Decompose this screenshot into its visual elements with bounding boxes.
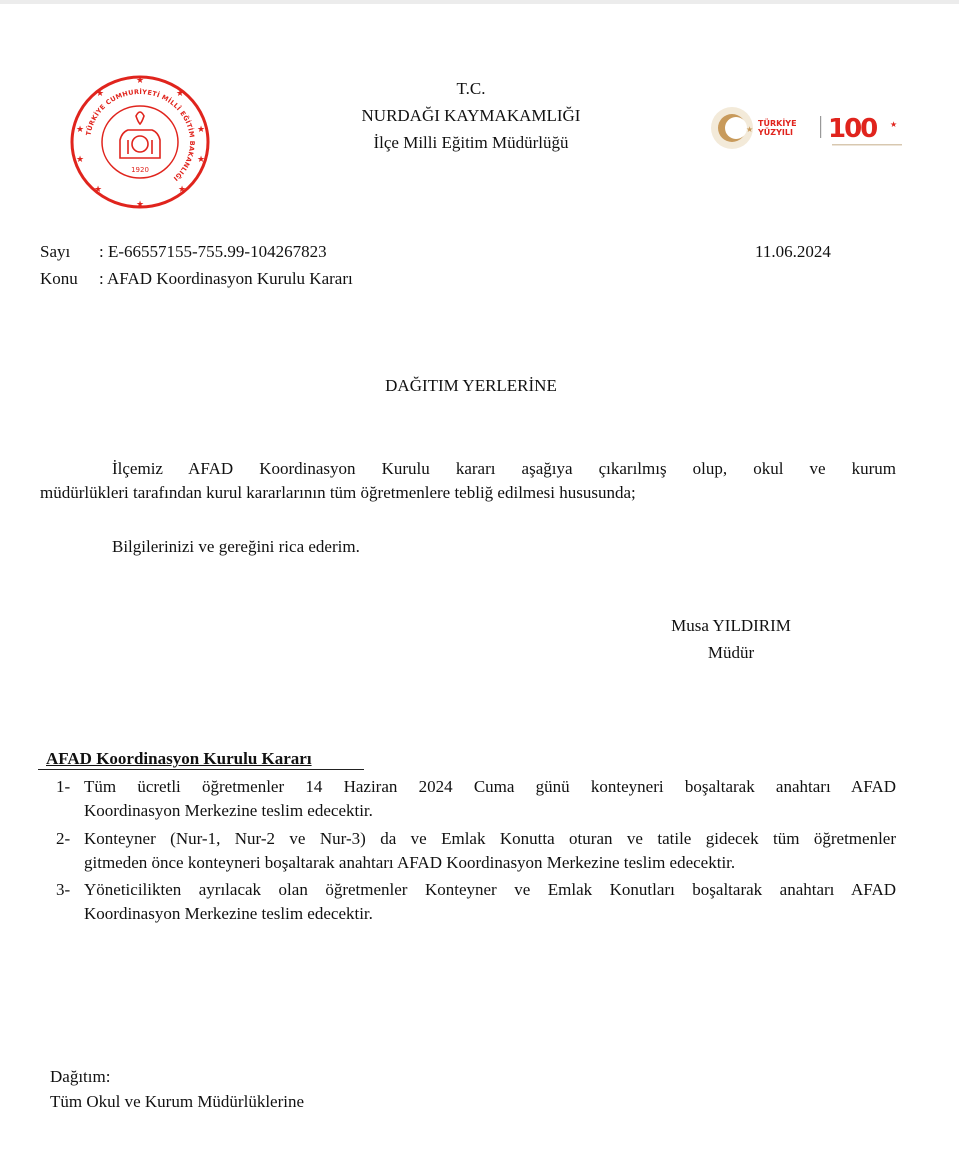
svg-text:100: 100: [828, 114, 877, 144]
svg-text:★: ★: [75, 125, 85, 135]
svg-text:★: ★: [93, 185, 103, 195]
list-item-number: 1-: [56, 777, 71, 796]
sayi-label: Sayı: [40, 242, 71, 261]
list-item-line: Yöneticilikten ayrılacak olan öğretmenler Konteyner ve Emlak Konutları boşaltarak anahtarı AFAD: [84, 880, 896, 899]
heading-rule: [38, 769, 364, 770]
body-paragraph-line2: müdürlükleri tarafından kurul kararlarının tüm öğretmenlere tebliğ edilmesi hususunda;: [40, 483, 636, 502]
svg-text:★: ★: [196, 155, 206, 165]
svg-text:★: ★: [135, 76, 145, 86]
list-item-line: gitmeden önce konteyneri boşaltarak anahtarı AFAD Koordinasyon Merkezine teslim edecektir.: [84, 853, 736, 872]
svg-text:★: ★: [890, 120, 898, 129]
svg-text:★: ★: [746, 125, 754, 134]
header-tc: T.C.: [456, 79, 486, 98]
decision-heading: AFAD Koordinasyon Kurulu Kararı: [46, 749, 312, 768]
turkiye-yuzyili-100-logo: [710, 102, 910, 154]
list-item-line: Tüm ücretli öğretmenler 14 Haziran 2024 Cuma günü konteyneri boşaltarak anahtarı AFAD: [84, 777, 896, 796]
svg-text:★: ★: [95, 89, 105, 99]
sayi-value: : E-66557155-755.99-104267823: [99, 242, 327, 261]
svg-text:★: ★: [75, 155, 85, 165]
list-item-number: 2-: [56, 829, 71, 848]
addressee: DAĞITIM YERLERİNE: [385, 376, 557, 395]
list-item-line: Koordinasyon Merkezine teslim edecektir.: [84, 801, 373, 820]
document-date: 11.06.2024: [755, 242, 831, 261]
svg-text:★: ★: [177, 185, 187, 195]
svg-text:YÜZYILI: YÜZYILI: [758, 128, 793, 137]
header-directorate: İlçe Milli Eğitim Müdürlüğü: [373, 133, 569, 152]
distribution-label: Dağıtım:: [50, 1067, 111, 1086]
svg-text:★: ★: [135, 200, 145, 210]
list-item-number: 3-: [56, 880, 71, 899]
header-institution: NURDAĞI KAYMAKAMLIĞI: [361, 106, 581, 125]
distribution-recipients: Tüm Okul ve Kurum Müdürlüklerine: [50, 1092, 305, 1111]
page-top-edge: [0, 0, 959, 4]
konu-value: : AFAD Koordinasyon Kurulu Kararı: [99, 269, 353, 288]
list-item-line: Koordinasyon Merkezine teslim edecektir.: [84, 904, 373, 923]
closing-sentence: Bilgilerinizi ve gereğini rica ederim.: [112, 537, 360, 556]
svg-text:1920: 1920: [131, 166, 149, 174]
konu-label: Konu: [40, 269, 78, 288]
svg-text:TÜRKİYE: TÜRKİYE: [758, 119, 797, 128]
ministry-seal-logo: [70, 74, 210, 210]
svg-text:★: ★: [196, 125, 206, 135]
svg-text:★: ★: [175, 89, 185, 99]
signatory-name: Musa YILDIRIM: [671, 616, 791, 635]
signatory-title: Müdür: [707, 643, 755, 662]
body-paragraph-line1: İlçemiz AFAD Koordinasyon Kurulu kararı aşağıya çıkarılmış olup, okul ve kurum: [112, 459, 896, 478]
list-item-line: Konteyner (Nur-1, Nur-2 ve Nur-3) da ve Emlak Konutta oturan ve tatile gidecek tüm öğretmenler: [84, 829, 896, 848]
svg-text:TÜRKİYE CUMHURİYETİ MİLLÎ EĞİT: TÜRKİYE CUMHURİYETİ MİLLÎ EĞİTİM BAKANLIĞI: [84, 87, 197, 183]
